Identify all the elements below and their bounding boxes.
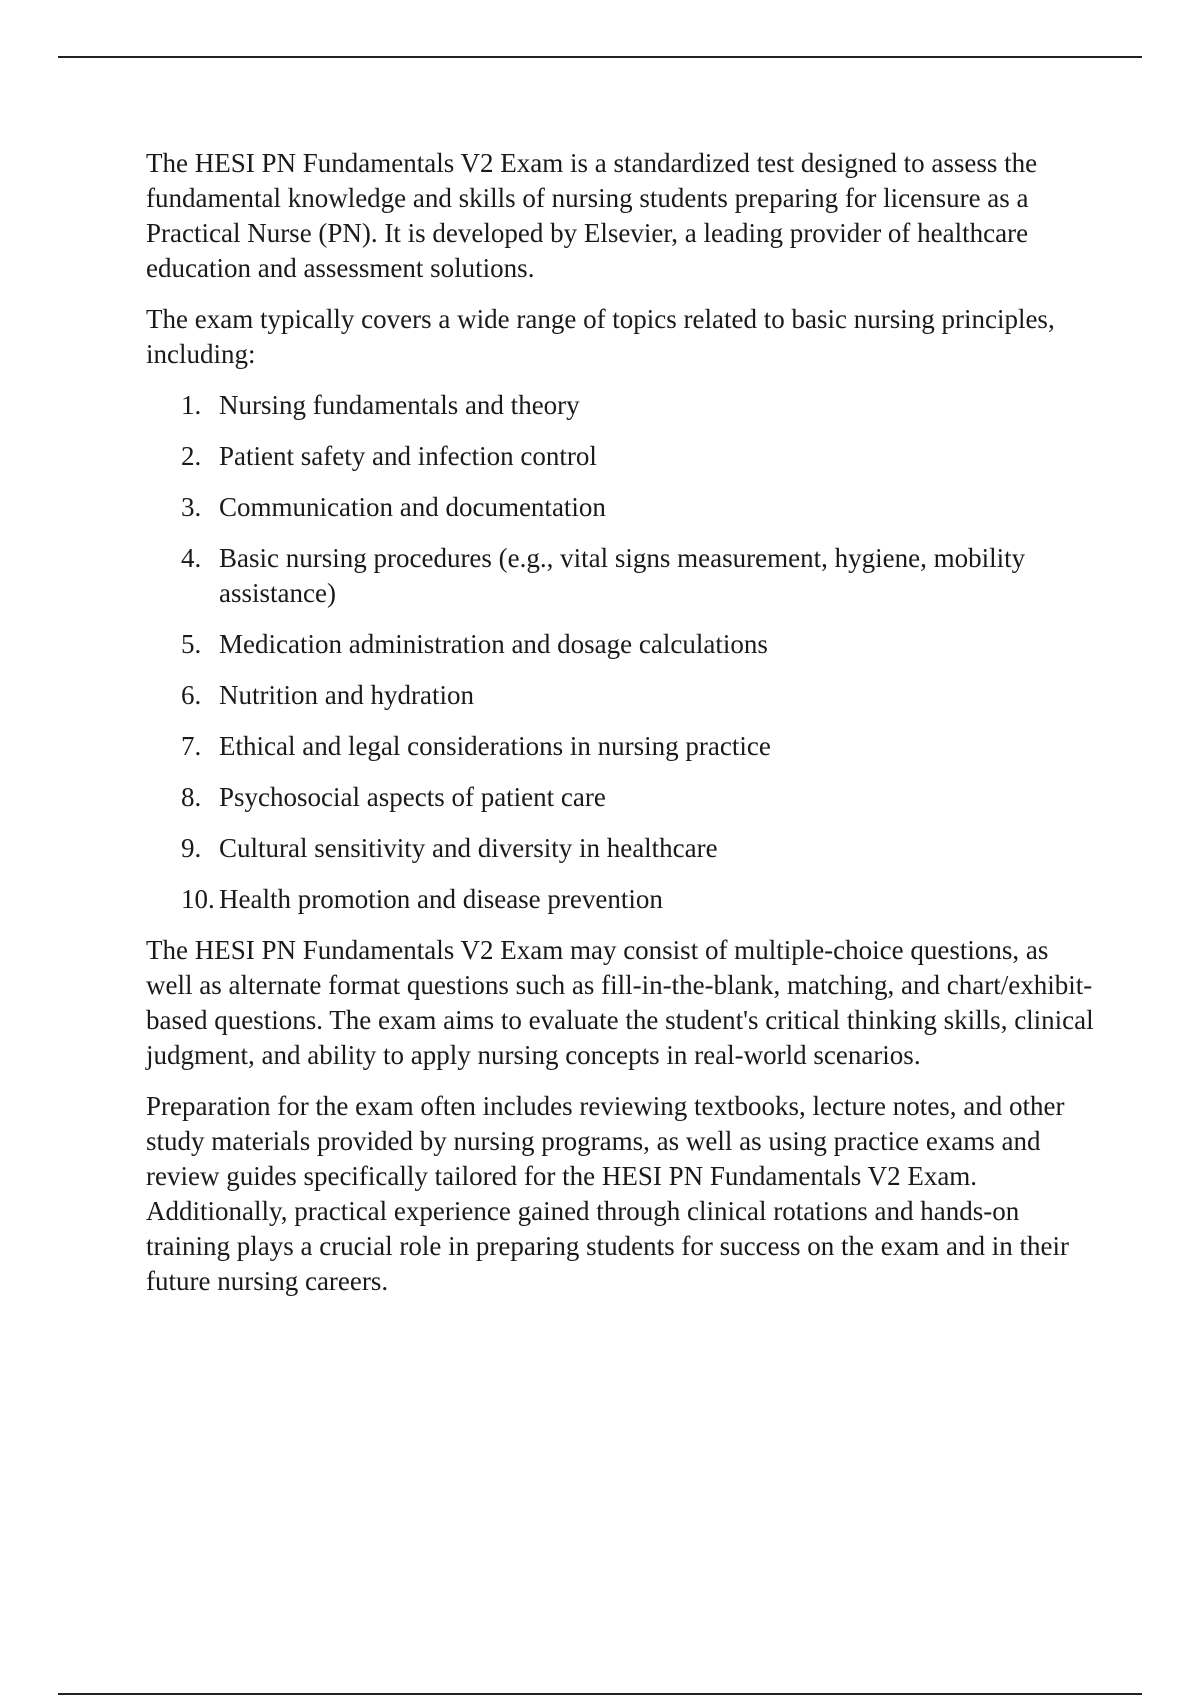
format-paragraph: The HESI PN Fundamentals V2 Exam may consist of multiple-choice questions, as well as alternate format questions such as fill-in-the-blank, matching, and chart/exhibit-based questions. The exam aims to evaluate the student's critical thinking skills, clinical judgment, and ability to apply nursing concepts in real-world scenarios. [146, 935, 1094, 1070]
footer-rule [58, 1693, 1142, 1695]
header-rule [58, 56, 1142, 58]
list-item-number: 9. [181, 833, 202, 863]
list-item-text: Cultural sensitivity and diversity in healthcare [219, 833, 718, 863]
list-item-text: Psychosocial aspects of patient care [219, 782, 606, 812]
list-item-text: Communication and documentation [219, 492, 606, 522]
list-item-text: Nutrition and hydration [219, 680, 474, 710]
list-item-number: 10. [181, 884, 215, 914]
list-item [146, 439, 1096, 474]
topics-intro-paragraph: The exam typically covers a wide range of topics related to basic nursing principles, including: [146, 304, 1055, 369]
list-item-text: Ethical and legal considerations in nursing practice [219, 731, 771, 761]
list-item [146, 541, 1096, 611]
document-body [146, 146, 1096, 1315]
list-item-text: Health promotion and disease prevention [219, 884, 663, 914]
topic-list [146, 388, 1096, 917]
list-item-number: 8. [181, 782, 202, 812]
list-item-text: Basic nursing procedures (e.g., vital signs measurement, hygiene, mobility assistance) [219, 543, 1026, 608]
list-item-number: 3. [181, 492, 202, 522]
list-item [146, 678, 1096, 713]
list-item-number: 6. [181, 680, 202, 710]
preparation-paragraph: Preparation for the exam often includes reviewing textbooks, lecture notes, and other study materials provided by nursing programs, as well as using practice exams and review guides specifically tailored for the HESI PN Fundamentals V2 Exam. Additionally, practical experience gained through clinical rotations and hands-on training plays a crucial role in preparing students for success on the exam and in their future nursing careers. [146, 1091, 1069, 1296]
list-item [146, 490, 1096, 525]
list-item-number: 7. [181, 731, 202, 761]
intro-paragraph: The HESI PN Fundamentals V2 Exam is a standardized test designed to assess the fundamental knowledge and skills of nursing students preparing for licensure as a Practical Nurse (PN). It is developed by Elsevier, a leading provider of healthcare education and assessment solutions. [146, 148, 1038, 283]
list-item [146, 627, 1096, 662]
list-item [146, 780, 1096, 815]
list-item-number: 4. [181, 543, 202, 573]
list-item-text: Nursing fundamentals and theory [219, 390, 580, 420]
list-item-text: Medication administration and dosage calculations [219, 629, 768, 659]
list-item [146, 388, 1096, 423]
list-item [146, 831, 1096, 866]
list-item [146, 882, 1096, 917]
list-item [146, 729, 1096, 764]
list-item-number: 1. [181, 390, 202, 420]
list-item-number: 2. [181, 441, 202, 471]
list-item-number: 5. [181, 629, 202, 659]
list-item-text: Patient safety and infection control [219, 441, 597, 471]
